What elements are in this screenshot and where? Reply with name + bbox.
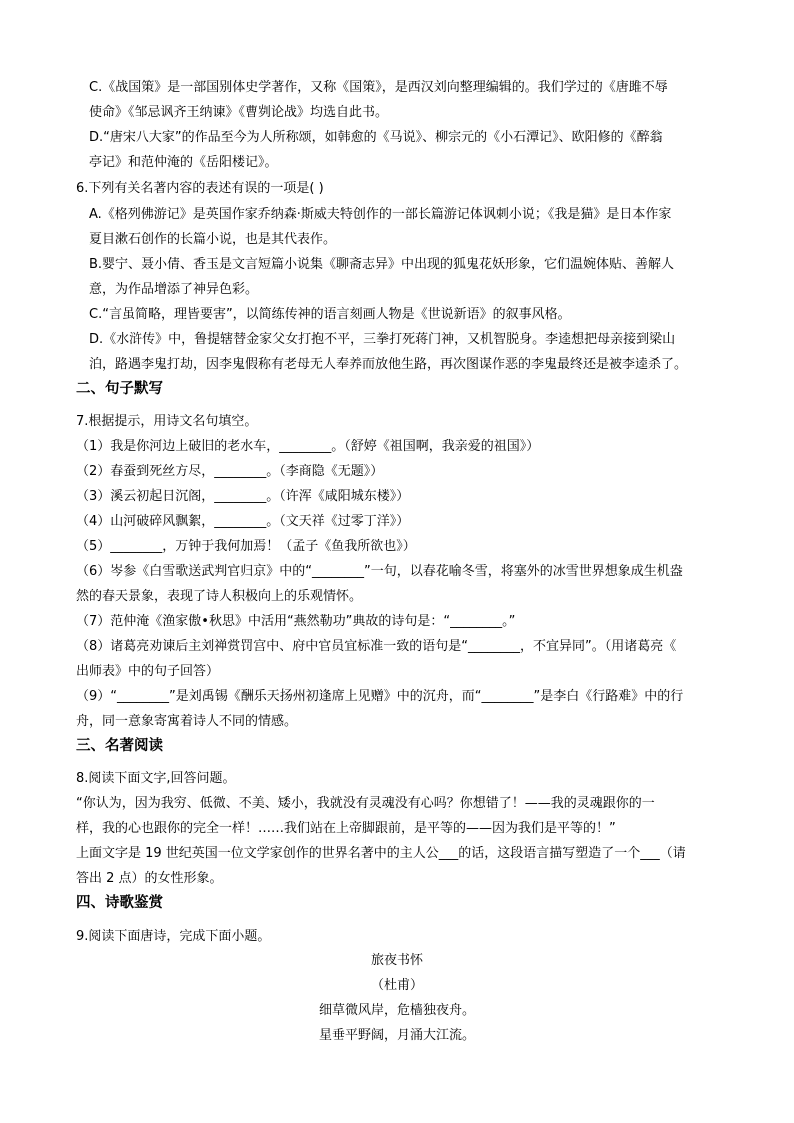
poem-line-2: 星垂平野阔，月涌大江流。 xyxy=(318,1028,475,1043)
option-c-line-2: 使命》《邹忌讽齐王纳谏》《曹刿论战》均选自此书。 xyxy=(89,105,389,120)
q7-item-3: （3）溪云初起日沉阁，________。（许浑《咸阳城东楼》） xyxy=(76,489,410,504)
q8-quote-line-2: 样，我的心也跟你的完全一样！……我们站在上帝脚跟前，是平等的——因为我们是平等的！” xyxy=(76,821,616,836)
q7-item-2: （2）春蚕到死丝方尽，________。（李商隐《无题》） xyxy=(76,464,384,479)
q7-item-6-line-1: （6）岑参《白雪歌送武判官归京》中的“________”一句，以春花喻冬雪，将塞外的冰雪世界想象成生机盎 xyxy=(76,564,683,579)
q7-item-9-line-2: 舟，同一意象寄寓着诗人不同的情感。 xyxy=(76,714,298,729)
q6-option-c: C.“言虽简略，理皆要害”，以简练传神的语言刻画人物是《世说新语》的叙事风格。 xyxy=(89,307,571,322)
option-d-line-2: 亭记》和范仲淹的《岳阳楼记》。 xyxy=(89,155,278,170)
q7-item-1: （1）我是你河边上破旧的老水车，________。（舒婷《祖国啊，我亲爱的祖国》） xyxy=(76,439,540,454)
q6-option-b-line-1: B.婴宁、聂小倩、香玉是文言短篇小说集《聊斋志异》中出现的狐鬼花妖形象，它们温婉体贴、善解人 xyxy=(89,257,675,272)
question-8-stem: 8.阅读下面文字,回答问题。 xyxy=(76,771,236,786)
q7-item-8-line-2: 出师表》中的句子回答） xyxy=(76,664,220,679)
q7-item-8-line-1: （8）诸葛亮劝谏后主刘禅赏罚宫中、府中官员宜标准一致的语句是“________，不宜异同”。（用诸葛亮《 xyxy=(76,639,677,654)
poem-title: 旅夜书怀 xyxy=(370,953,423,968)
poem-line-1: 细草微风岸，危樯独夜舟。 xyxy=(318,1003,475,1018)
section-3-heading: 三、名著阅读 xyxy=(76,738,163,754)
q8-question-line-1: 上面文字是 19 世纪英国一位文学家创作的世界名著中的主人公___的话，这段语言描写塑造了一个___（请 xyxy=(76,846,686,861)
q7-item-5: （5）________，万钟于我何加焉！（孟子《鱼我所欲也》） xyxy=(76,539,416,554)
q6-option-d-line-1: D.《水浒传》中，鲁提辖替金家父女打抱不平，三拳打死蒋门神，又机智脱身。李逵想把母亲接到梁山 xyxy=(89,332,676,347)
q8-quote-line-1: “你认为，因为我穷、低微、不美、矮小，我就没有灵魂没有心吗？你想错了！——我的灵魂跟你的一 xyxy=(76,796,655,811)
q7-item-4: （4）山河破碎风飘絮，________。（文天祥《过零丁洋》） xyxy=(76,514,410,529)
q7-item-6-line-2: 然的春天景象，表现了诗人积极向上的乐观情怀。 xyxy=(76,589,363,604)
q6-option-d-line-2: 泊，路遇李鬼打劫，因李鬼假称有老母无人奉养而放他生路，再次图谋作恶的李鬼最终还是被李逵杀了。 xyxy=(89,357,688,372)
q7-item-7: （7）范仲淹《渔家傲•秋思》中活用“燕然勒功”典故的诗句是：“________。” xyxy=(76,614,516,629)
section-2-heading: 二、句子默写 xyxy=(76,381,163,397)
q7-item-9-line-1: （9）“________”是刘禹锡《酬乐天扬州初逢席上见赠》中的沉舟，而“________”是李白《行路难》中的行 xyxy=(76,689,684,704)
q6-option-a-line-2: 夏目漱石创作的长篇小说，也是其代表作。 xyxy=(89,232,337,247)
q6-option-b-line-2: 意，为作品增添了神异色彩。 xyxy=(89,282,259,297)
section-4-heading: 四、诗歌鉴赏 xyxy=(76,895,163,911)
question-7-stem: 7.根据提示，用诗文名句填空。 xyxy=(76,414,258,429)
option-c-line-1: C.《战国策》是一部国别体史学著作，又称《国策》，是西汉刘向整理编辑的。我们学过的《唐雎不辱 xyxy=(89,80,668,95)
q6-option-a-line-1: A.《格列佛游记》是英国作家乔纳森·斯威夫特创作的一部长篇游记体讽刺小说；《我是猫》是日本作家 xyxy=(89,207,672,222)
poem-author: （杜甫） xyxy=(370,978,423,993)
q8-question-line-2: 答出 2 点）的女性形象。 xyxy=(76,871,223,886)
option-d-line-1: D.“唐宋八大家”的作品至今为人所称颂，如韩愈的《马说》、柳宗元的《小石潭记》、欧阳修的《醉翁 xyxy=(89,130,663,145)
question-9-stem: 9.阅读下面唐诗，完成下面小题。 xyxy=(76,929,271,944)
question-6-stem: 6.下列有关名著内容的表述有误的一项是( ) xyxy=(76,181,324,196)
